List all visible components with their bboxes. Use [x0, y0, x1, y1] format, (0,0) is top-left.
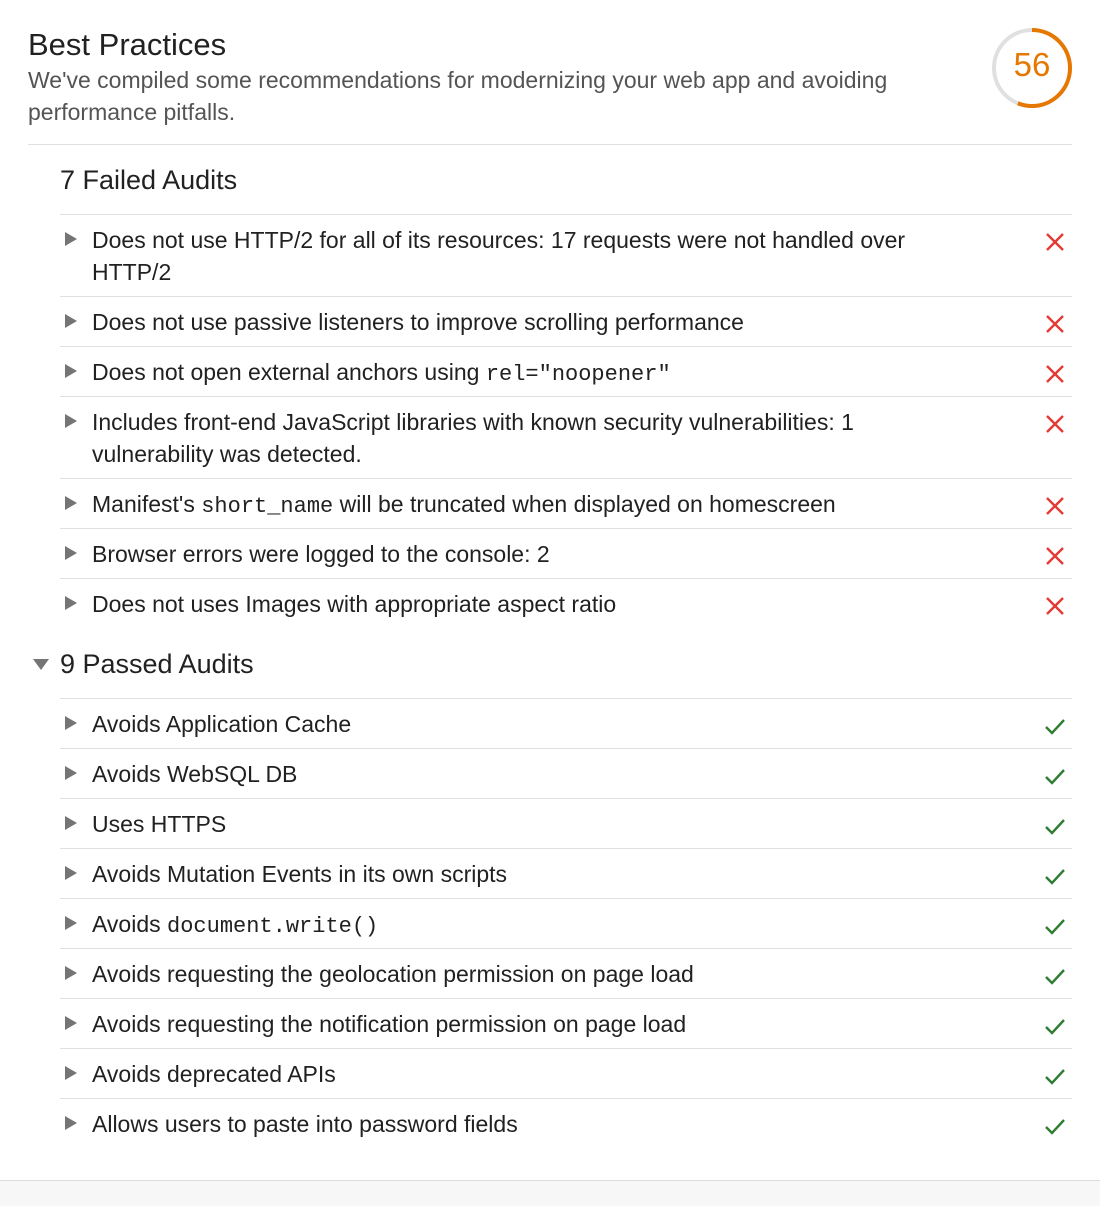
- audit-row[interactable]: [60, 346, 1072, 396]
- footer-bar: [0, 1181, 1100, 1206]
- cross-icon: [1044, 495, 1066, 517]
- passed-group-arrow-icon: [28, 657, 60, 671]
- triangle-right-icon: [65, 546, 77, 560]
- audit-row[interactable]: [60, 898, 1072, 948]
- audit-title-code: rel="noopener": [485, 362, 671, 387]
- check-icon: [1044, 1065, 1066, 1087]
- triangle-right-icon: [65, 1016, 77, 1030]
- audit-title: [92, 406, 972, 470]
- audit-title-code: short_name: [201, 494, 334, 519]
- audit-title-text: Avoids: [92, 911, 168, 937]
- audit-title-text: Avoids Mutation Events in its own scripts: [92, 861, 508, 887]
- cross-icon: [1044, 313, 1066, 335]
- triangle-right-icon: [65, 596, 77, 610]
- cross-icon: [1044, 545, 1066, 567]
- triangle-right-icon: [65, 816, 77, 830]
- score-value: 56: [1013, 46, 1051, 83]
- triangle-right-icon: [65, 496, 77, 510]
- audit-row[interactable]: [60, 848, 1072, 898]
- audit-title: [92, 306, 972, 338]
- audit-title: [92, 858, 972, 890]
- check-icon: [1044, 865, 1066, 887]
- audit-row[interactable]: [60, 478, 1072, 528]
- audit-row[interactable]: [60, 998, 1072, 1048]
- passed-audits-group-header[interactable]: [28, 629, 1072, 699]
- audit-title: [92, 1108, 972, 1140]
- passed-audits-title: 9 Passed Audits: [60, 648, 254, 679]
- audit-title-text: Avoids requesting the geolocation permission on page load: [92, 961, 694, 987]
- audit-title: [92, 1008, 972, 1040]
- check-icon: [1044, 765, 1066, 787]
- audit-row[interactable]: [60, 698, 1072, 748]
- audit-row[interactable]: [60, 296, 1072, 346]
- audit-title-text: Does not use passive listeners to improve scrolling performance: [92, 309, 744, 335]
- audit-row[interactable]: [60, 748, 1072, 798]
- failed-audits-title: 7 Failed Audits: [60, 164, 238, 195]
- passed-audits-list: [60, 698, 1072, 1148]
- audit-title-text: Uses HTTPS: [92, 811, 227, 837]
- audit-title: [92, 908, 972, 943]
- triangle-right-icon: [65, 866, 77, 880]
- check-icon: [1044, 715, 1066, 737]
- cross-icon: [1044, 595, 1066, 617]
- category-title: Best Practices: [28, 27, 227, 62]
- audit-row[interactable]: [60, 214, 1072, 296]
- check-icon: [1044, 965, 1066, 987]
- audit-row[interactable]: [60, 948, 1072, 998]
- category-header: [28, 26, 1072, 144]
- audit-row[interactable]: [60, 798, 1072, 848]
- triangle-right-icon: [65, 314, 77, 328]
- audit-title-text: Avoids WebSQL DB: [92, 761, 298, 787]
- triangle-down-icon: [32, 657, 50, 671]
- category-description: We've compiled some recommendations for modernizing your web app and avoiding performance pitfalls.: [28, 67, 888, 125]
- failed-audits-group-header[interactable]: [28, 145, 1072, 215]
- audit-title-text: Avoids Application Cache: [92, 711, 352, 737]
- check-icon: [1044, 815, 1066, 837]
- audit-title: [92, 356, 972, 391]
- check-icon: [1044, 915, 1066, 937]
- cross-icon: [1044, 363, 1066, 385]
- audit-title: [92, 958, 972, 990]
- failed-audits-list: [60, 214, 1072, 628]
- triangle-right-icon: [65, 1066, 77, 1080]
- check-icon: [1044, 1115, 1066, 1137]
- triangle-right-icon: [65, 1116, 77, 1130]
- triangle-right-icon: [65, 916, 77, 930]
- audit-title: [92, 588, 972, 620]
- audit-title: [92, 488, 972, 523]
- audit-title-text: Does not uses Images with appropriate aspect ratio: [92, 591, 617, 617]
- audit-title-code: document.write(): [167, 914, 379, 939]
- cross-icon: [1044, 231, 1066, 253]
- triangle-right-icon: [65, 766, 77, 780]
- triangle-right-icon: [65, 414, 77, 428]
- score-gauge: [990, 26, 1074, 110]
- triangle-right-icon: [65, 232, 77, 246]
- audit-title: [92, 808, 972, 840]
- triangle-right-icon: [65, 364, 77, 378]
- audit-title: [92, 538, 972, 570]
- audit-title-text: Manifest's: [92, 491, 202, 517]
- audit-title-text: Does not use HTTP/2 for all of its resources: 17 requests were not handled over HTTP/2: [92, 227, 906, 285]
- audit-title-text: Avoids requesting the notification permission on page load: [92, 1011, 687, 1037]
- audit-row[interactable]: [60, 578, 1072, 628]
- check-icon: [1044, 1015, 1066, 1037]
- audit-title: [92, 1058, 972, 1090]
- audit-title-text: Allows users to paste into password fields: [92, 1111, 518, 1137]
- triangle-right-icon: [65, 716, 77, 730]
- audit-title-text: will be truncated when displayed on homescreen: [333, 491, 836, 517]
- cross-icon: [1044, 413, 1066, 435]
- audit-title: [92, 224, 972, 288]
- triangle-right-icon: [65, 966, 77, 980]
- audit-title: [92, 708, 972, 740]
- audit-title: [92, 758, 972, 790]
- audit-row[interactable]: [60, 528, 1072, 578]
- audit-title-text: Includes front-end JavaScript libraries with known security vulnerabilities: 1 vulnerability was detected.: [92, 409, 854, 467]
- audit-title-text: Avoids deprecated APIs: [92, 1061, 336, 1087]
- audit-row[interactable]: [60, 396, 1072, 478]
- audit-title-text: Browser errors were logged to the console: 2: [92, 541, 550, 567]
- audit-row[interactable]: [60, 1048, 1072, 1098]
- audit-title-text: Does not open external anchors using: [92, 359, 486, 385]
- audit-row[interactable]: [60, 1098, 1072, 1148]
